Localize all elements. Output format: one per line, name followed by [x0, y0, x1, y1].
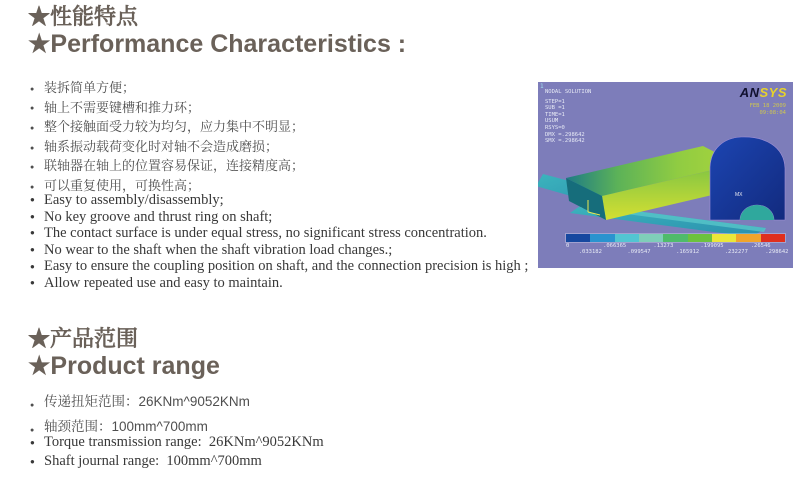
- solution-header-line: SUB =1: [545, 105, 565, 112]
- solution-header-line: NODAL SOLUTION: [545, 89, 592, 95]
- list-item: ● 传递扭矩范围：26KNm^9052KNm: [30, 390, 250, 415]
- colorbar-labels: [566, 242, 789, 256]
- colorbar-label: .232277: [724, 249, 748, 255]
- colorbar-wrap: [566, 234, 789, 256]
- ansys-logo: [740, 85, 787, 100]
- list-item: ● Shaft journal range: 100mm^700mm: [30, 452, 324, 471]
- list-item: ● 轴上不需要键槽和推力环；: [30, 98, 304, 118]
- colorbar-segment: [566, 234, 590, 242]
- product-range-bullets-zh: [30, 390, 250, 439]
- figure-date: FEB 18 2009: [749, 103, 786, 109]
- product-range-bullets-en: [30, 433, 324, 470]
- list-item: ● 轴颈范围：100mm^700mm: [30, 415, 250, 440]
- colorbar-label: .066365: [603, 243, 627, 249]
- colorbar-segment: [688, 234, 712, 242]
- solution-header-line: DMX =.298642: [545, 131, 585, 138]
- colorbar-segment: [663, 234, 687, 242]
- ansys-logo-an: AN: [739, 85, 760, 100]
- product-range-section-header: [28, 326, 220, 380]
- list-item: ● Easy to assembly/disassembly;: [30, 192, 528, 209]
- list-item: ● 可以重复使用，可换性高；: [30, 176, 304, 196]
- max-displacement-marker: MX: [735, 192, 743, 198]
- colorbar-label: .13273: [653, 243, 674, 249]
- fea-model-graphic: [538, 112, 793, 237]
- stress-colorbar: [566, 234, 785, 242]
- list-item: ● Torque transmission range: 26KNm^9052KNm: [30, 433, 324, 452]
- list-item: ● 轴系振动载荷变化时对轴不会造成磨损；: [30, 137, 304, 157]
- colorbar-segment: [615, 234, 639, 242]
- list-item: ● 装拆简单方便；: [30, 78, 304, 98]
- ansys-logo-sys: SYS: [759, 85, 787, 100]
- colorbar-segment: [736, 234, 760, 242]
- colorbar-label: .199095: [700, 243, 724, 249]
- colorbar-segment: [761, 234, 785, 242]
- list-item: ● Allow repeated use and easy to maintain.: [30, 275, 528, 292]
- list-item: ● The contact surface is under equal stress, no significant stress concentration.: [30, 225, 528, 242]
- colorbar-segment: [712, 234, 736, 242]
- colorbar-label: .298642: [765, 249, 789, 255]
- colorbar-label: 0: [566, 243, 570, 249]
- figure-time: 09:08:04: [759, 110, 786, 116]
- colorbar-label: .165912: [676, 249, 700, 255]
- product-range-title-en: ★Product range: [28, 352, 220, 380]
- list-item: ● 整个接触面受力较为均匀，应力集中不明显；: [30, 117, 304, 137]
- list-item: ● No key groove and thrust ring on shaft;: [30, 209, 528, 226]
- list-item: ● Easy to ensure the coupling position on shaft, and the connection precision is high ;: [30, 258, 528, 275]
- solution-header-line: SMX =.298642: [545, 138, 585, 145]
- performance-title-zh: ★性能特点: [28, 4, 139, 29]
- solution-header-line: STEP=1: [545, 98, 565, 105]
- performance-bullets-zh: [30, 78, 304, 196]
- colorbar-segment: [639, 234, 663, 242]
- plot-number: 1: [540, 83, 544, 90]
- solution-header-line: RSYS=0: [545, 124, 565, 131]
- solution-header-line: TIME=1: [545, 111, 565, 118]
- colorbar-segment: [590, 234, 614, 242]
- performance-bullets-en: [30, 192, 528, 292]
- list-item: ● 联轴器在轴上的位置容易保证，连接精度高；: [30, 156, 304, 176]
- list-item: ● No wear to the shaft when the shaft vibration load changes.;: [30, 242, 528, 259]
- performance-title-en: ★Performance Characteristics :: [28, 30, 407, 58]
- ansys-simulation-figure: [538, 82, 793, 268]
- colorbar-label: .033182: [578, 249, 602, 255]
- colorbar-label: .26546: [750, 243, 771, 249]
- product-range-title-zh: ★产品范围: [28, 326, 139, 351]
- solution-header-line: USUM: [545, 118, 559, 125]
- performance-section-header: [28, 4, 406, 58]
- colorbar-label: .099547: [627, 249, 651, 255]
